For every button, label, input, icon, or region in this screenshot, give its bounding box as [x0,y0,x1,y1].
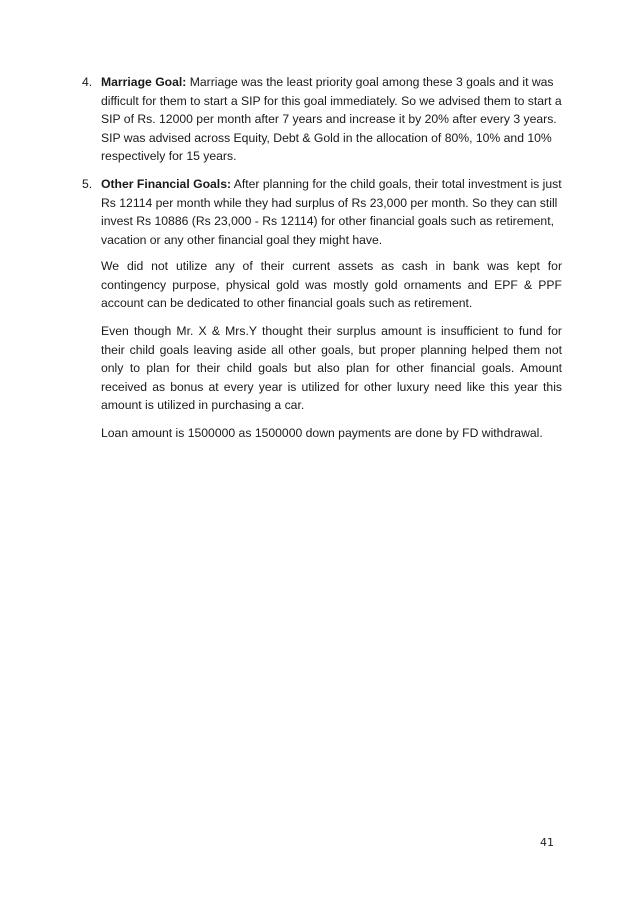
list-item-title: Other Financial Goals: [101,177,232,191]
list-item-title: Marriage Goal: [101,75,187,89]
paragraph-surplus-planning: Even though Mr. X & Mrs.Y thought their surplus amount is insufficient to fund for their child goals leaving aside all other goals, but proper planning helped them not only to plan for their child goals but also plan for other financial goals. Amount received as bonus at every year is utilized for other luxury need like this year this amount is utilized in purchasing a car. [101,324,562,413]
list-item-text: Marriage was the least priority goal among these 3 goals and it was difficult for them to start a SIP for this goal immediately. So we advised them to start a SIP of Rs. 12000 per month after 7 years and increase it by 20% after every 3 years. SIP was advised across Equity, Debt & Gold in the allocation of 80%, 10% and 10% respectively for 15 years. [101,75,562,164]
list-item-text: After planning for the child goals, their total investment is just Rs 12114 per month while they had surplus of Rs 23,000 per month. So they can still invest Rs 10886 (Rs 23,000 - Rs 12114) for other financial goals such as retirement, vacation or any other financial goal they might have. [101,177,562,247]
list-item-other-financial-goals [82,175,562,249]
list-item-number: 5. [82,177,93,191]
list-item-marriage-goal [82,73,562,166]
page-number: 41 [540,836,554,849]
list-item-number: 4. [82,75,93,89]
paragraph-current-assets: We did not utilize any of their current assets as cash in bank was kept for contingency purpose, physical gold was mostly gold ornaments and EPF & PPF account can be dedicated to other financial goals such as retirement. [101,259,562,311]
list-item-body [101,175,562,249]
list-item-body [101,73,562,166]
paragraph-loan-amount: Loan amount is 1500000 as 1500000 down payments are done by FD withdrawal. [101,426,543,440]
